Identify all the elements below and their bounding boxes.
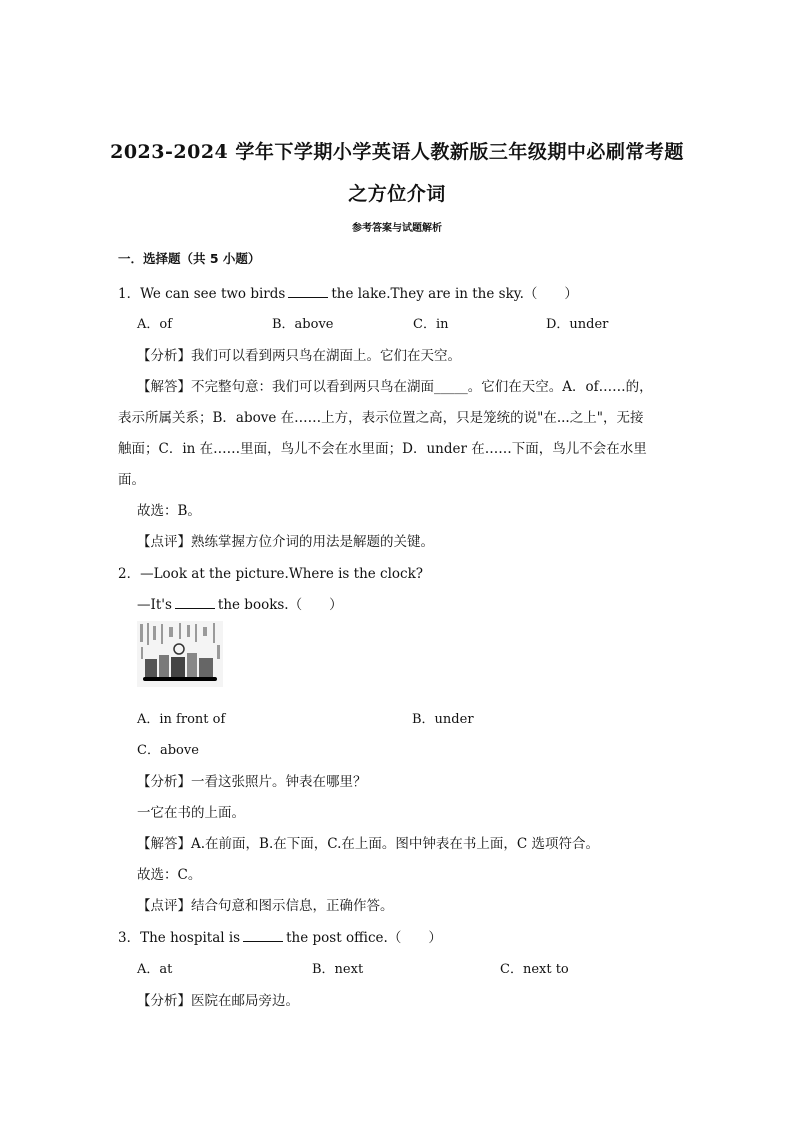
answer-tag: 【解答】 <box>137 379 191 395</box>
title-line-2: 之方位介词 <box>348 183 446 205</box>
q2-analysis-2: 一它在书的上面。 <box>137 805 245 821</box>
shelf <box>143 677 217 681</box>
q1-answer-line-2: 表示所属关系；B．above 在……上方，表示位置之高，只是笼统的说"在...之上"，无接 <box>118 410 644 426</box>
analysis-tag: 【分析】 <box>137 993 191 1009</box>
section-heading: 一．选择题（共 5 小题） <box>118 251 261 266</box>
stem-after: the lake.They are in the sky.（ ） <box>331 286 578 302</box>
q2-option-c: C．above <box>137 743 199 758</box>
q2-analysis <box>137 770 367 790</box>
book-4 <box>187 653 197 677</box>
book-5 <box>199 658 213 677</box>
title-line-1: 2023-2024 学年下学期小学英语人教新版三年级期中必刷常考题 <box>110 141 684 163</box>
q3-option-c: C．next to <box>500 962 569 977</box>
question-1-stem <box>118 282 578 302</box>
q2-option-b: B．under <box>412 712 474 727</box>
answer-blank <box>175 596 215 609</box>
answer-text: A.在前面，B.在下面，C.在上面。图中钟表在书上面，C 选项符合。 <box>191 836 600 852</box>
q1-option-d: D．under <box>546 317 609 332</box>
book-3 <box>171 657 185 677</box>
answer-blank <box>243 929 283 942</box>
comment-text: 结合句意和图示信息，正确作答。 <box>191 898 394 914</box>
analysis-tag: 【分析】 <box>137 774 191 790</box>
q1-option-b: B．above <box>272 317 334 332</box>
answer-text: 不完整句意：我们可以看到两只鸟在湖面_____。它们在天空。A．of……的， <box>191 379 653 395</box>
comment-text: 熟练掌握方位介词的用法是解题的关键。 <box>191 534 434 550</box>
question-number: 3． <box>118 930 141 946</box>
book-2 <box>159 655 169 677</box>
stem-after: the books.（ ） <box>217 597 343 613</box>
answer-blank <box>288 285 328 298</box>
q2-option-a: A．in front of <box>137 712 226 727</box>
analysis-text: 我们可以看到两只鸟在湖面上。它们在天空。 <box>191 348 461 364</box>
stem-before: We can see two birds <box>140 286 286 302</box>
q1-option-a: A．of <box>137 317 173 332</box>
answer-tag: 【解答】 <box>137 836 191 852</box>
stem-text: —Look at the picture.Where is the clock? <box>140 566 424 582</box>
comment-tag: 【点评】 <box>137 898 191 914</box>
stem-before: The hospital is <box>140 930 241 946</box>
analysis-text: 医院在邮局旁边。 <box>191 993 299 1009</box>
question-number: 1． <box>118 286 141 302</box>
stem-before: —It's <box>137 597 172 613</box>
comment-tag: 【点评】 <box>137 534 191 550</box>
book-1 <box>145 659 157 677</box>
question-number: 2． <box>118 566 141 582</box>
question-2-stem <box>118 562 423 582</box>
q1-option-c: C．in <box>413 317 449 332</box>
q2-comment <box>137 894 394 914</box>
analysis-text: 一看这张照片。钟表在哪里？ <box>191 774 367 790</box>
stem-after: the post office.（ ） <box>286 930 442 946</box>
q3-option-b: B．next <box>312 962 364 977</box>
question-2-stem-2 <box>137 593 343 613</box>
q1-answer-line-3: 触面；C．in 在……里面，鸟儿不会在水里面；D．under 在……下面，鸟儿不会在水里 <box>118 441 647 457</box>
q1-analysis <box>137 344 461 364</box>
q2-answer <box>137 832 599 852</box>
q3-analysis <box>137 989 299 1009</box>
q1-answer-line-1 <box>137 375 653 395</box>
subtitle: 参考答案与试题解析 <box>352 223 442 234</box>
analysis-tag: 【分析】 <box>137 348 191 364</box>
q1-answer-line-4: 面。 <box>118 472 145 488</box>
q1-choice: 故选：B。 <box>137 503 201 519</box>
q2-choice: 故选：C。 <box>137 867 202 883</box>
question-3-stem <box>118 926 442 946</box>
q1-comment <box>137 530 434 550</box>
clock-on-books-picture <box>137 621 223 687</box>
q3-option-a: A．at <box>137 962 173 977</box>
